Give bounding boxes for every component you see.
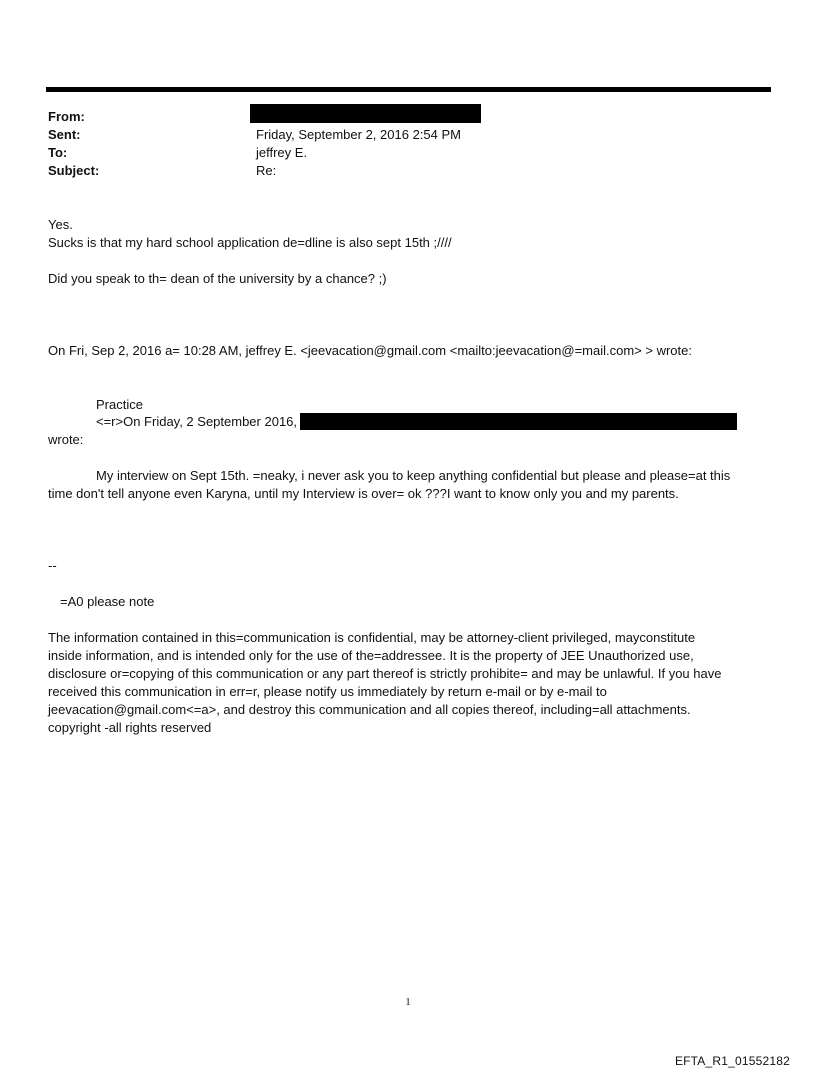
header-rule xyxy=(46,87,771,92)
page-number: 1 xyxy=(405,996,411,1008)
bates-number: EFTA_R1_01552182 xyxy=(674,1054,790,1068)
quoted-message-line2: time don't tell anyone even Karyna, until my Interview is over= ok ???I want to know only you and my parents. xyxy=(48,486,679,501)
subject-value: Re: xyxy=(256,163,277,178)
quoted-message-line1: My interview on Sept 15th. =neaky, i never ask you to keep anything confidential but please and please=at this xyxy=(96,468,731,483)
sent-value: Friday, September 2, 2016 2:54 PM xyxy=(256,127,461,142)
quoted-attribution: On Fri, Sep 2, 2016 a= 10:28 AM, jeffrey E. <jeevacation@gmail.com <mailto:jeevacation@=mail.com> > wrote: xyxy=(48,343,692,358)
to-label: To: xyxy=(48,145,68,160)
disclaimer-line: jeevacation@gmail.com<=a>, and destroy this communication and all copies thereof, including=all attachments. xyxy=(48,702,691,717)
quoted-wrote: wrote: xyxy=(48,432,84,447)
signature-separator: -- xyxy=(48,558,57,573)
sent-label: Sent: xyxy=(48,127,81,142)
from-label: From: xyxy=(48,109,85,124)
body-line-yes: Yes. xyxy=(48,217,73,232)
disclaimer-line: copyright -all rights reserved xyxy=(48,720,212,735)
redaction-from xyxy=(250,104,481,123)
subject-label: Subject: xyxy=(48,163,100,178)
body-line-dean: Did you speak to th= dean of the university by a chance? ;) xyxy=(48,271,387,286)
disclaimer-line: inside information, and is intended only for the use of the=addressee. It is the property of JEE Unauthorized use, xyxy=(48,648,694,663)
quoted-practice: Practice xyxy=(96,397,143,412)
signature-note: =A0 please note xyxy=(60,594,155,609)
disclaimer-line: disclosure or=copying of this communication or any part thereof is strictly prohibite= and may be unlawful. If you have xyxy=(48,666,722,681)
body-line-deadline: Sucks is that my hard school application de=dline is also sept 15th ;//// xyxy=(48,235,452,250)
to-value: jeffrey E. xyxy=(256,145,308,160)
redaction-sender xyxy=(300,413,737,430)
quoted-inner-attribution: <=r>On Friday, 2 September 2016, xyxy=(96,414,298,429)
disclaimer-line: received this communication in err=r, please notify us immediately by return e-mail or by e-mail to xyxy=(48,684,607,699)
disclaimer-line: The information contained in this=communication is confidential, may be attorney-client privileged, mayconstitute xyxy=(48,630,696,645)
